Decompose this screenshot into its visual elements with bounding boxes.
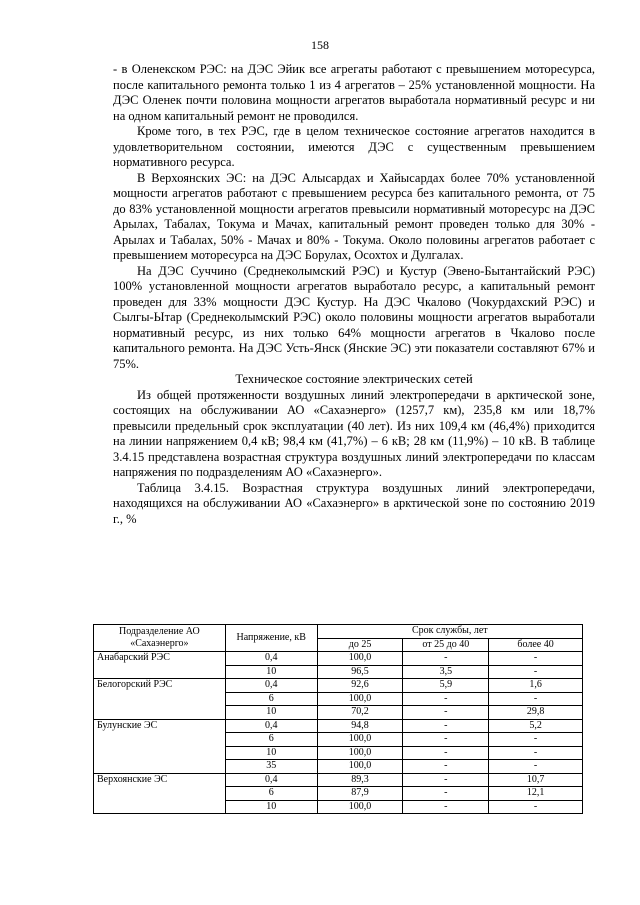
value-cell: - xyxy=(403,760,489,774)
paragraph: Кроме того, в тех РЭС, где в целом техническое состояние агрегатов находится в удовлетворительном состоянии, имеются ДЭС с существенным превышением нормативного ресурса. xyxy=(113,124,595,169)
value-cell: 70,2 xyxy=(317,706,403,720)
voltage-cell: 10 xyxy=(225,746,317,760)
unit-cell: Верхоянские ЭС xyxy=(94,773,226,814)
paragraph: В Верхоянских ЭС: на ДЭС Алысардах и Хайысардах более 70% установленной мощности агрегатов работают с превышением ресурса без капитального ремонта, от 75 до 83% установленной мощности агрегатов превысили нормативный моторесурс на ДЭС Арылах, Табалах, Токума и Мачах, капитальный ремонт проведен только для 30% - Арылах и Табалах, 50% - Мачах и 80% - Токума. Около половины агрегатов работает с превышением моторесурса на ДЭС Борулах, Осохтох и Дулгалах. xyxy=(113,170,595,262)
value-cell: 1,6 xyxy=(489,679,583,693)
value-cell: - xyxy=(403,652,489,666)
value-cell: - xyxy=(403,746,489,760)
value-cell: - xyxy=(403,706,489,720)
value-cell: - xyxy=(403,733,489,747)
value-cell: - xyxy=(403,787,489,801)
value-cell: 100,0 xyxy=(317,800,403,814)
header-voltage: Напряжение, кВ xyxy=(225,625,317,652)
value-cell: - xyxy=(489,692,583,706)
voltage-cell: 0,4 xyxy=(225,679,317,693)
value-cell: 3,5 xyxy=(403,665,489,679)
value-cell: 87,9 xyxy=(317,787,403,801)
voltage-cell: 10 xyxy=(225,800,317,814)
header-service-life: Срок службы, лет xyxy=(317,625,582,639)
paragraph: Из общей протяженности воздушных линий электропередачи в арктической зоне, состоящих на обслуживании АО «Сахаэнерго» (1257,7 км), 235,8 км или 18,7% превысили предельный срок эксплуатации (40 лет). Из них 109,4 км (46,4%) приходится на линии напряжением 0,4 кВ; 98,4 км (41,7%) – 6 кВ; 28 км (11,9%) – 10 кВ. В таблице 3.4.15 представлена возрастная структура воздушных линий электропередачи по классам напряжения по подразделениям АО «Сахаэнерго». xyxy=(113,387,595,479)
page-number: 158 xyxy=(311,38,329,52)
table-caption: Таблица 3.4.15. Возрастная структура воздушных линий электропередачи, находящихся на обслуживании АО «Сахаэнерго» в арктической зоне по состоянию 2019 г., % xyxy=(113,480,595,526)
value-cell: - xyxy=(489,746,583,760)
voltage-cell: 6 xyxy=(225,692,317,706)
value-cell: 96,5 xyxy=(317,665,403,679)
voltage-cell: 6 xyxy=(225,787,317,801)
value-cell: - xyxy=(489,652,583,666)
age-structure-table xyxy=(93,624,583,814)
value-cell: 5,2 xyxy=(489,719,583,733)
value-cell: 5,9 xyxy=(403,679,489,693)
value-cell: 92,6 xyxy=(317,679,403,693)
value-cell: 100,0 xyxy=(317,692,403,706)
value-cell: 10,7 xyxy=(489,773,583,787)
value-cell: - xyxy=(489,733,583,747)
value-cell: - xyxy=(489,665,583,679)
document-body xyxy=(113,62,595,527)
voltage-cell: 0,4 xyxy=(225,773,317,787)
value-cell: - xyxy=(403,692,489,706)
value-cell: 89,3 xyxy=(317,773,403,787)
table-row xyxy=(94,679,583,693)
paragraph: - в Оленекском РЭС: на ДЭС Эйик все агрегаты работают с превышением моторесурса, после капитального ремонта только 1 из 4 агрегатов – 25% установленной мощности. На ДЭС Оленек почти половина мощности агрегатов выработала нормативный ресурс и ни на одном капитальный ремонт не проводился. xyxy=(113,62,595,123)
value-cell: 12,1 xyxy=(489,787,583,801)
voltage-cell: 35 xyxy=(225,760,317,774)
value-cell: - xyxy=(403,800,489,814)
header-unit: Подразделение АО «Сахаэнерго» xyxy=(94,625,226,652)
header-age-25-40: от 25 до 40 xyxy=(403,638,489,652)
value-cell: - xyxy=(403,773,489,787)
header-age-lt25: до 25 xyxy=(317,638,403,652)
value-cell: - xyxy=(403,719,489,733)
value-cell: 94,8 xyxy=(317,719,403,733)
value-cell: - xyxy=(489,800,583,814)
value-cell: 100,0 xyxy=(317,733,403,747)
table-row xyxy=(94,773,583,787)
voltage-cell: 0,4 xyxy=(225,652,317,666)
section-heading: Техническое состояние электрических сетей xyxy=(235,372,473,386)
value-cell: 100,0 xyxy=(317,760,403,774)
unit-cell: Анабарский РЭС xyxy=(94,652,226,679)
value-cell: - xyxy=(489,760,583,774)
unit-cell: Булунские ЭС xyxy=(94,719,226,773)
table-row xyxy=(94,652,583,666)
value-cell: 100,0 xyxy=(317,746,403,760)
value-cell: 100,0 xyxy=(317,652,403,666)
voltage-cell: 0,4 xyxy=(225,719,317,733)
header-age-gt40: более 40 xyxy=(489,638,583,652)
voltage-cell: 6 xyxy=(225,733,317,747)
paragraph: На ДЭС Суччино (Среднеколымский РЭС) и Кустур (Эвено-Бытантайский РЭС) 100% установленной мощности агрегатов выработало ресурс, а капитальный ремонт проведен для 33% мощности ДЭС Кустур. На ДЭС Чкалово (Чокурдахский РЭС) и Сылгы-Ытар (Среднеколымский РЭС) около половины мощности агрегатов выработали нормативный ресурс, из них только 64% мощности агрегатов в Чкалово после капитального ремонта. На ДЭС Усть-Янск (Янские ЭС) эти показатели составляют 67% и 75%. xyxy=(113,263,595,371)
unit-cell: Белогорский РЭС xyxy=(94,679,226,720)
value-cell: 29,8 xyxy=(489,706,583,720)
table-row xyxy=(94,719,583,733)
voltage-cell: 10 xyxy=(225,665,317,679)
voltage-cell: 10 xyxy=(225,706,317,720)
